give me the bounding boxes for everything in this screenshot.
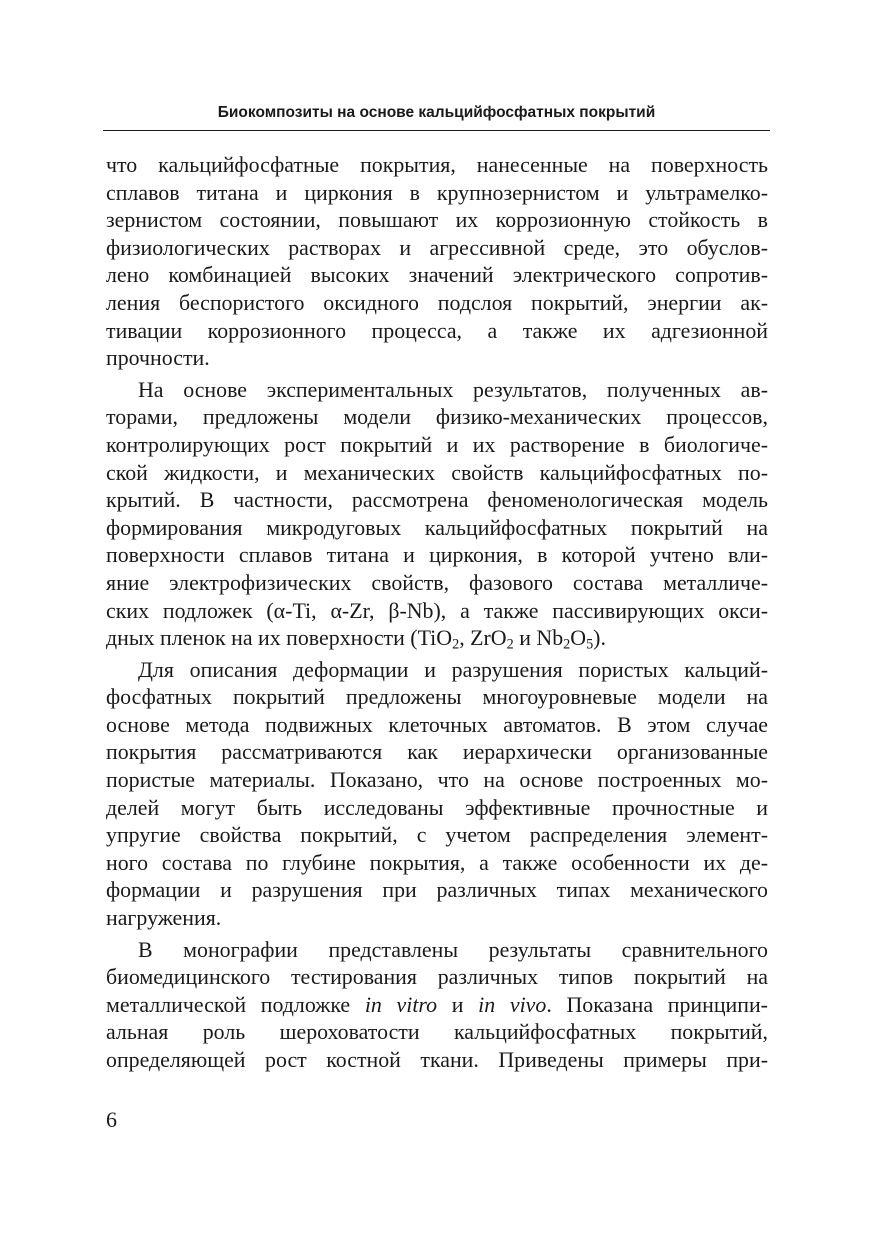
paragraph-4 bbox=[106, 936, 768, 1074]
text-line: ного состава по глубине покрытия, а также особенности их де- bbox=[106, 849, 768, 875]
text-line: поверхности сплавов титана и циркония, в которой учтено вли- bbox=[106, 542, 768, 568]
text-line: В монографии представлены результаты сравнительного bbox=[138, 936, 768, 962]
page-number: 6 bbox=[106, 1107, 117, 1132]
paragraph-3 bbox=[106, 656, 768, 932]
text-line: крытий. В частности, рассмотрена феноменологическая модель bbox=[106, 487, 768, 513]
text-line-with-formulas: дных пленок на их поверхности (TiO$_2$, ZrO$_2$ и $Nb_2O_5$). bbox=[106, 625, 606, 653]
text-line: альная роль шероховатости кальцийфосфатных покрытий, bbox=[106, 1019, 768, 1045]
body-text bbox=[106, 151, 768, 1074]
text-line: определяющей рост костной ткани. Приведены примеры при- bbox=[106, 1047, 768, 1072]
text-line: упругие свойства покрытий, с учетом распределения элемент- bbox=[106, 822, 768, 848]
text-line: физиологических растворах и агрессивной среде, это обуслов- bbox=[106, 234, 768, 260]
text-line: основе метода подвижных клеточных автоматов. В этом случае bbox=[106, 711, 768, 737]
text-line: ления беспористого оксидного подслоя покрытий, энергии ак- bbox=[106, 289, 768, 315]
text-line: нагружения. bbox=[106, 905, 222, 931]
text-line: контролирующих рост покрытий и их растворение в биологиче- bbox=[106, 431, 768, 457]
text-line: Для описания деформации и разрушения пористых кальций- bbox=[138, 656, 768, 682]
text-line: биомедицинского тестирования различных типов покрытий на bbox=[106, 964, 768, 990]
text-line: ских подложек (α-Ti, α-Zr, β-Nb), а также пассивирующих окси- bbox=[106, 597, 768, 623]
text-line: формирования микродуговых кальцийфосфатных покрытий на bbox=[106, 514, 768, 540]
text-line: торами, предложены модели физико-механических процессов, bbox=[106, 404, 768, 430]
text-line: ской жидкости, и механических свойств кальцийфосфатных по- bbox=[106, 459, 768, 485]
text-line: лено комбинацией высоких значений электрического сопротив- bbox=[106, 262, 768, 288]
italic-term: in vitro bbox=[364, 991, 438, 1017]
text-line: На основе экспериментальных результатов, полученных ав- bbox=[138, 376, 768, 402]
text-line-with-italics: металлической подложке in vitro и in vivo. Показана принципи- bbox=[106, 991, 768, 1017]
italic-term: in vivo bbox=[478, 991, 547, 1017]
text-line: зернистом состоянии, повышают их коррозионную стойкость в bbox=[106, 207, 768, 233]
paragraph-1 bbox=[106, 151, 768, 372]
text-line: прочности. bbox=[106, 345, 210, 371]
text-line: фосфатных покрытий предложены многоуровневые модели на bbox=[106, 684, 768, 710]
paragraph-2 bbox=[106, 376, 768, 652]
text-line: покрытия рассматриваются как иерархически организованные bbox=[106, 739, 768, 765]
text-line: что кальцийфосфатные покрытия, нанесенные на поверхность bbox=[106, 152, 768, 177]
text-line: тивации коррозионного процесса, а также их адгезионной bbox=[106, 317, 768, 343]
text-line: делей могут быть исследованы эффективные прочностные и bbox=[106, 794, 768, 820]
text-line: сплавов титана и циркония в крупнозернистом и ультрамелко- bbox=[106, 179, 768, 205]
text-line: пористые материалы. Показано, что на основе построенных мо- bbox=[106, 767, 768, 793]
text-line: яние электрофизических свойств, фазового состава металличе- bbox=[106, 569, 768, 595]
text-line: формации и разрушения при различных типах механического bbox=[106, 877, 768, 903]
running-head: Биокомпозиты на основе кальцийфосфатных покрытий bbox=[103, 103, 770, 131]
